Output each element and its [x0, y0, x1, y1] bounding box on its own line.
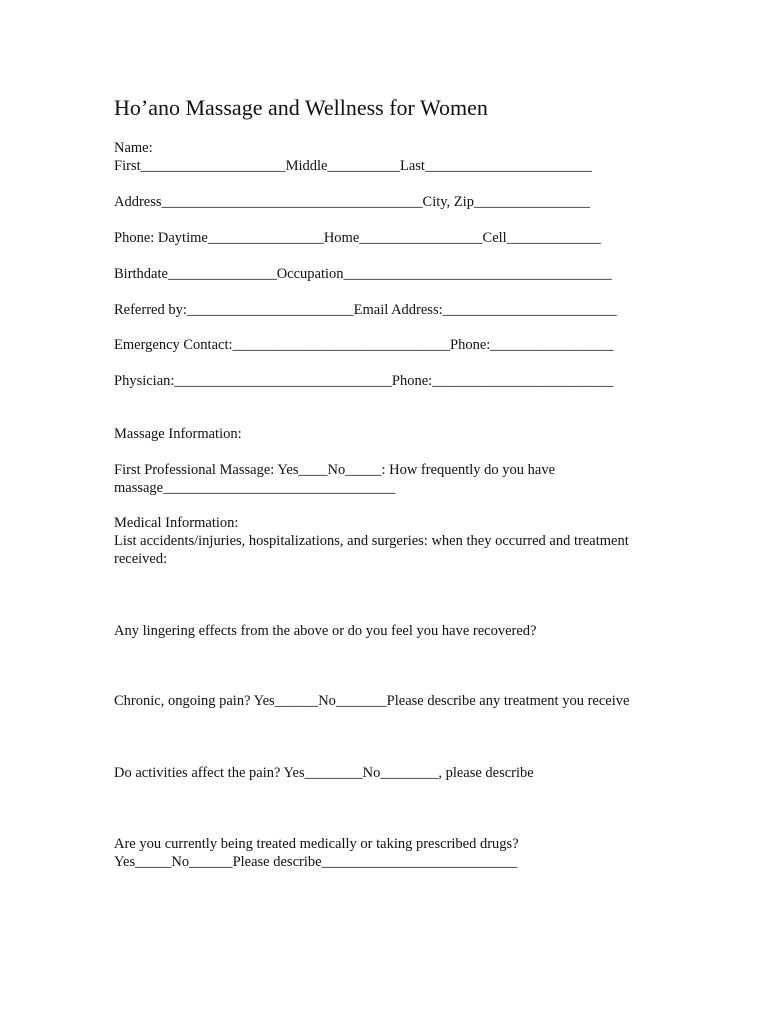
- activities-pain-line: Do activities affect the pain? Yes________No________, please describe: [114, 765, 534, 781]
- emergency-contact-line: Emergency Contact:______________________________Phone:_________________: [114, 337, 614, 353]
- address-line: Address____________________________________City, Zip________________: [114, 194, 590, 210]
- form-title: Ho’ano Massage and Wellness for Women: [114, 95, 488, 120]
- medical-info-heading: Medical Information:: [114, 515, 239, 531]
- accidents-line-2: received:: [114, 551, 168, 567]
- physician-line: Physician:______________________________Phone:_________________________: [114, 373, 614, 389]
- massage-info-heading: Massage Information:: [114, 426, 242, 442]
- treated-line-1: Are you currently being treated medically or taking prescribed drugs?: [114, 836, 519, 852]
- chronic-pain-line: Chronic, ongoing pain? Yes______No_______Please describe any treatment you receive: [114, 693, 630, 709]
- name-fields: First____________________Middle__________Last_______________________: [114, 158, 592, 174]
- treated-line-2: Yes_____No______Please describe___________________________: [114, 854, 518, 870]
- first-massage-line-1: First Professional Massage: Yes____No_____: How frequently do you have: [114, 462, 556, 478]
- referred-line: Referred by:_______________________Email Address:________________________: [114, 302, 617, 318]
- phone-line: Phone: Daytime________________Home_________________Cell_____________: [114, 230, 601, 246]
- name-label: Name:: [114, 140, 153, 156]
- accidents-line-1: List accidents/injuries, hospitalizations, and surgeries: when they occurred and treatment: [114, 533, 629, 549]
- lingering-effects-line: Any lingering effects from the above or do you feel you have recovered?: [114, 623, 537, 639]
- first-massage-line-2: massage________________________________: [114, 480, 396, 496]
- birthdate-line: Birthdate_______________Occupation_____________________________________: [114, 266, 612, 282]
